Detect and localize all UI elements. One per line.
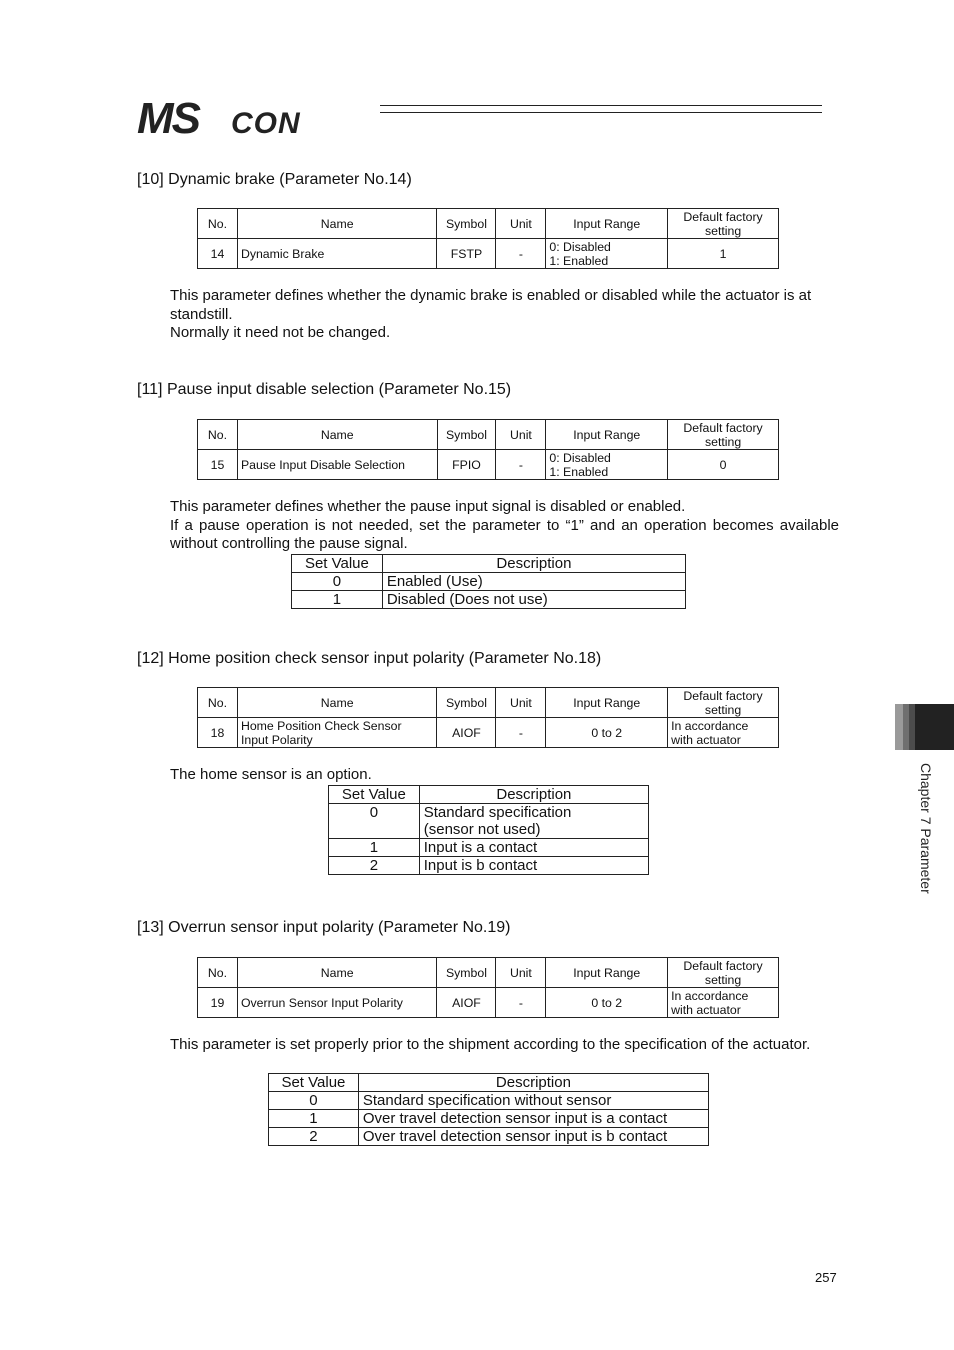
header-name: Name	[237, 958, 437, 988]
header-name: Name	[237, 688, 437, 718]
parameter-table-14	[197, 208, 779, 269]
parameter-row	[198, 988, 779, 1018]
header-default-line-1: Default factory	[683, 420, 763, 435]
header-default-line-2: setting	[704, 702, 742, 717]
header-no: No.	[198, 688, 238, 718]
default-line-1: 0	[719, 457, 727, 472]
description-line: Input is a contact	[423, 839, 538, 856]
set-value-row	[269, 1092, 709, 1110]
set-value: 2	[329, 857, 420, 875]
set-value-table-19	[268, 1073, 709, 1146]
section-12-description	[170, 766, 839, 785]
param-default	[668, 239, 779, 269]
header-set-value: Set Value	[329, 786, 420, 804]
header-default-line-1: Default factory	[683, 688, 763, 703]
header-no: No.	[198, 958, 238, 988]
description-line: Over travel detection sensor input is a contact	[362, 1110, 668, 1127]
header-unit: Unit	[496, 688, 546, 718]
header-input-range: Input Range	[546, 688, 668, 718]
set-value-header-row	[269, 1074, 709, 1092]
param-name-line-1: Pause Input Disable Selection	[240, 457, 406, 472]
param-no: 19	[198, 988, 238, 1018]
param-unit: -	[496, 450, 546, 480]
header-no: No.	[198, 209, 238, 239]
param-no: 14	[198, 239, 238, 269]
param-default	[668, 718, 779, 748]
param-name-line-1: Home Position Check Sensor	[240, 718, 402, 733]
param-symbol: FSTP	[437, 239, 496, 269]
param-input-range	[546, 988, 668, 1018]
header-input-range: Input Range	[546, 420, 668, 450]
set-value-description	[419, 857, 648, 875]
input-range-line-1: 0: Disabled	[549, 239, 611, 254]
mscon-logo-graphic	[137, 96, 369, 138]
chapter-tab-marker	[895, 704, 954, 750]
param-default	[668, 450, 779, 480]
param-symbol: AIOF	[437, 718, 496, 748]
section-11-heading: [11] Pause input disable selection (Parameter No.15)	[137, 381, 512, 398]
set-value: 1	[292, 591, 383, 609]
input-range-line-2: 1: Enabled	[549, 464, 609, 479]
set-value: 1	[269, 1110, 359, 1128]
header-description: Description	[358, 1074, 708, 1092]
parameter-table-header-row	[198, 958, 779, 988]
description-line: (sensor not used)	[423, 821, 541, 838]
header-symbol: Symbol	[437, 420, 496, 450]
header-default	[668, 420, 779, 450]
set-value-description	[419, 839, 648, 857]
param-name-line-1: Dynamic Brake	[240, 246, 325, 261]
header-symbol: Symbol	[437, 688, 496, 718]
parameter-row	[198, 239, 779, 269]
chapter-side-label-text: Chapter 7 Parameter	[918, 763, 934, 894]
section-10-description	[170, 287, 839, 343]
set-value-description	[382, 591, 685, 609]
header-name: Name	[237, 209, 437, 239]
default-line-1: 1	[719, 246, 727, 261]
header-default-line-1: Default factory	[683, 958, 763, 973]
param-name	[237, 239, 437, 269]
param-no: 15	[198, 450, 238, 480]
set-value-row	[329, 839, 649, 857]
header-no: No.	[198, 420, 238, 450]
header-default-line-2: setting	[704, 972, 742, 987]
input-range-line-1: 0 to 2	[591, 995, 623, 1010]
header-default-line-1: Default factory	[683, 209, 763, 224]
param-name	[237, 450, 437, 480]
header-input-range: Input Range	[546, 209, 668, 239]
set-value-description	[382, 573, 685, 591]
paragraph: The home sensor is an option.	[170, 766, 372, 783]
set-value-row	[329, 804, 649, 839]
parameter-table-15	[197, 419, 779, 480]
default-line-1: In accordance	[671, 718, 749, 733]
svg-text:MS: MS	[137, 96, 199, 138]
set-value-header-row	[292, 555, 686, 573]
param-name-line-1: Overrun Sensor Input Polarity	[240, 995, 403, 1010]
set-value-description	[358, 1110, 708, 1128]
param-name	[237, 988, 437, 1018]
parameter-row	[198, 450, 779, 480]
header-default	[668, 209, 779, 239]
header-description: Description	[382, 555, 685, 573]
set-value-row	[269, 1110, 709, 1128]
description-line: Disabled (Does not use)	[386, 591, 548, 608]
header-default-line-2: setting	[704, 223, 742, 238]
header-default-line-2: setting	[704, 434, 742, 449]
parameter-table-header-row	[198, 209, 779, 239]
description-line: Enabled (Use)	[386, 573, 483, 590]
set-value-row	[292, 573, 686, 591]
input-range-line-2: 1: Enabled	[549, 253, 609, 268]
parameter-table-header-row	[198, 420, 779, 450]
set-value: 0	[329, 804, 420, 839]
section-12-heading: [12] Home position check sensor input polarity (Parameter No.18)	[137, 650, 602, 667]
header-default	[668, 958, 779, 988]
header-set-value: Set Value	[269, 1074, 359, 1092]
header-symbol: Symbol	[437, 958, 496, 988]
param-default	[668, 988, 779, 1018]
param-input-range	[546, 718, 668, 748]
header-unit: Unit	[496, 420, 546, 450]
section-13-heading: [13] Overrun sensor input polarity (Parameter No.19)	[137, 919, 511, 936]
param-input-range	[546, 239, 668, 269]
set-value-description	[358, 1092, 708, 1110]
param-symbol: FPIO	[437, 450, 496, 480]
parameter-table-19	[197, 957, 779, 1018]
header-description: Description	[419, 786, 648, 804]
default-line-2: with actuator	[671, 732, 741, 747]
set-value: 2	[269, 1128, 359, 1146]
set-value: 1	[329, 839, 420, 857]
page-number: 257	[815, 1270, 837, 1285]
parameter-table-header-row	[198, 688, 779, 718]
paragraph: This parameter defines whether the dynamic brake is enabled or disabled while the actuator is at standstill.	[170, 287, 812, 323]
param-unit: -	[496, 988, 546, 1018]
mscon-logo	[137, 96, 369, 138]
set-value: 0	[292, 573, 383, 591]
header-name: Name	[237, 420, 437, 450]
section-11-description	[170, 498, 839, 554]
param-unit: -	[496, 718, 546, 748]
param-name	[237, 718, 437, 748]
chapter-side-label	[918, 763, 938, 923]
paragraph: This parameter is set properly prior to the shipment according to the specification of the actuator.	[170, 1036, 811, 1053]
svg-text:CON: CON	[231, 107, 301, 138]
set-value-header-row	[329, 786, 649, 804]
set-value-description	[419, 804, 648, 839]
header-unit: Unit	[496, 958, 546, 988]
parameter-row	[198, 718, 779, 748]
paragraph: Normally it need not be changed.	[170, 324, 391, 341]
set-value-table-18	[328, 785, 649, 875]
header-input-range: Input Range	[546, 958, 668, 988]
default-line-1: In accordance	[671, 988, 749, 1003]
set-value-table-15	[291, 554, 686, 609]
section-10-heading: [10] Dynamic brake (Parameter No.14)	[137, 171, 412, 188]
default-line-2: with actuator	[671, 1002, 741, 1017]
description-line: Standard specification without sensor	[362, 1092, 612, 1109]
paragraph: If a pause operation is not needed, set the parameter to “1” and an operation becomes available without controlling the pause signal.	[170, 516, 839, 552]
set-value-row	[269, 1128, 709, 1146]
set-value-row	[292, 591, 686, 609]
header-symbol: Symbol	[437, 209, 496, 239]
header-rule-top	[380, 105, 822, 106]
description-line: Over travel detection sensor input is b contact	[362, 1128, 668, 1145]
description-line: Standard specification	[423, 804, 572, 821]
header-default	[668, 688, 779, 718]
param-unit: -	[496, 239, 546, 269]
chapter-tab-graphic	[895, 704, 954, 750]
header-unit: Unit	[496, 209, 546, 239]
param-symbol: AIOF	[437, 988, 496, 1018]
header-set-value: Set Value	[292, 555, 383, 573]
set-value-row	[329, 857, 649, 875]
header-rule-bottom	[380, 112, 822, 113]
paragraph: This parameter defines whether the pause input signal is disabled or enabled.	[170, 498, 686, 515]
param-no: 18	[198, 718, 238, 748]
section-13-description	[170, 1036, 839, 1055]
param-input-range	[546, 450, 668, 480]
param-name-line-2: Input Polarity	[240, 732, 313, 747]
input-range-line-1: 0 to 2	[591, 725, 623, 740]
set-value: 0	[269, 1092, 359, 1110]
input-range-line-1: 0: Disabled	[549, 450, 611, 465]
description-line: Input is b contact	[423, 857, 538, 874]
set-value-description	[358, 1128, 708, 1146]
parameter-table-18	[197, 687, 779, 748]
